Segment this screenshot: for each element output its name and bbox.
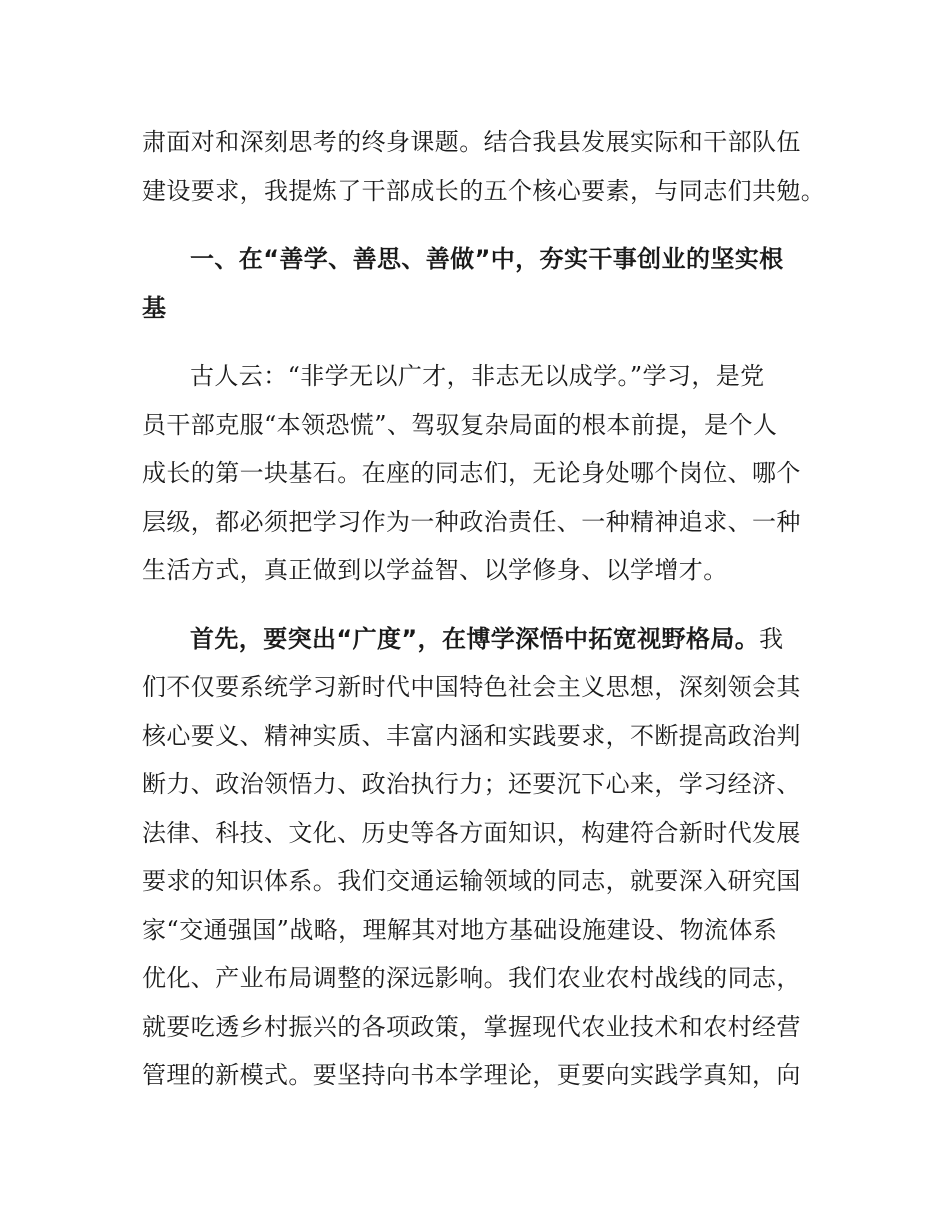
text-line: 核心要义、精神实质、丰富内涵和实践要求，不断提高政治判: [142, 721, 801, 750]
heading-line: 基: [142, 293, 167, 322]
text-line: 员干部克服“本领恐慌”、驾驭复杂局面的根本前提，是个人: [142, 410, 778, 439]
text-line: 古人云：“非学无以广才，非志无以成学。”学习，是党: [190, 362, 765, 390]
text-line: 要求的知识体系。我们交通运输领域的同志，就要深入研究国: [142, 867, 801, 895]
text-line: 就要吃透乡村振兴的各项政策，掌握现代农业技术和农村经营: [142, 1012, 801, 1041]
text-line: 生活方式，真正做到以学益智、以学修身、以学增才。: [142, 556, 728, 584]
heading-line: 一、在“善学、善思、善做”中，夯实干事创业的坚实根: [190, 245, 784, 273]
text-line: 优化、产业布局调整的深远影响。我们农业农村战线的同志，: [142, 964, 801, 992]
bold-lead-sentence: 首先，要突出“广度”，在博学深悟中拓宽视野格局。: [190, 624, 760, 653]
text-line: 肃面对和深刻思考的终身课题。结合我县发展实际和干部队伍: [142, 128, 801, 156]
text-line: 建设要求，我提炼了干部成长的五个核心要素，与同志们共勉。: [142, 176, 826, 205]
intro-paragraph: [142, 118, 826, 215]
document-page: [142, 118, 826, 1100]
text-line: 管理的新模式。要坚持向书本学理论，更要向实践学真知，向: [142, 1061, 801, 1089]
text-line: [142, 615, 810, 664]
text-line: 家“交通强国”战略，理解其对地方基础设施建设、物流体系: [142, 915, 778, 944]
text-line: 断力、政治领悟力、政治执行力；还要沉下心来，学习经济、: [142, 770, 801, 798]
text-line: 法律、科技、文化、历史等各方面知识，构建符合新时代发展: [142, 818, 801, 847]
lead-line-rest: 我: [759, 624, 784, 653]
section-heading: [142, 235, 810, 332]
text-line: 层级，都必须把学习作为一种政治责任、一种精神追求、一种: [142, 507, 801, 536]
text-line: 成长的第一块基石。在座的同志们，无论身处哪个岗位、哪个: [142, 459, 801, 487]
quote-paragraph: [142, 352, 810, 595]
first-point-paragraph: [142, 615, 810, 1100]
text-line: 们不仅要系统学习新时代中国特色社会主义思想，深刻领会其: [142, 673, 801, 701]
